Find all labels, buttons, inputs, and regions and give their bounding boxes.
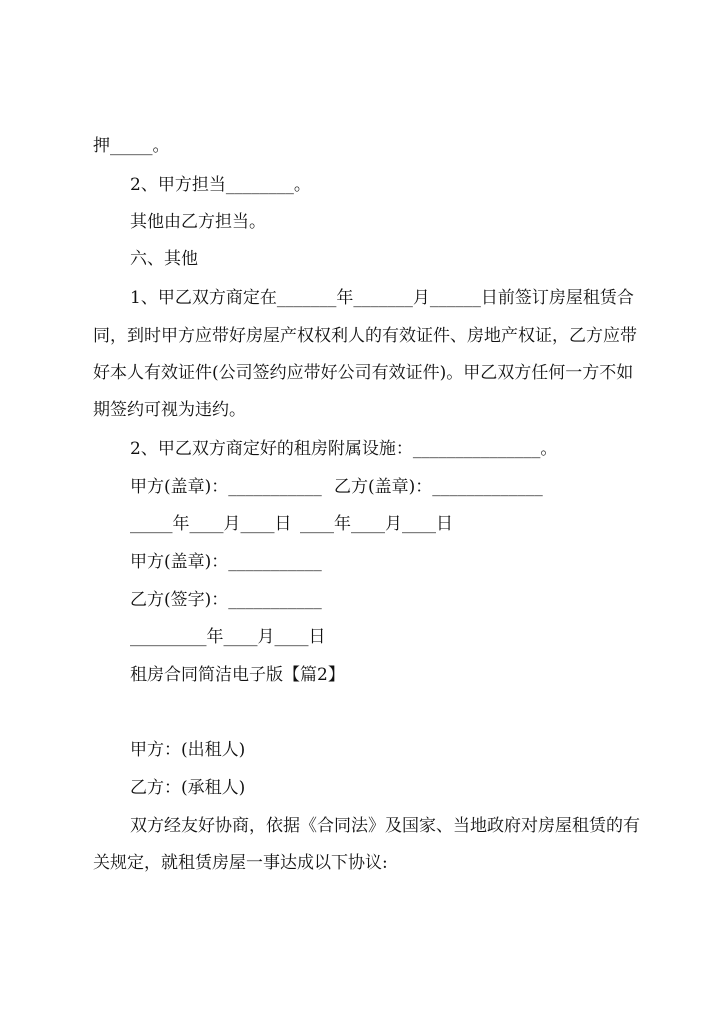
text-line: 双方经友好协商，依据《合同法》及国家、当地政府对房屋租赁的有 bbox=[130, 816, 640, 836]
clause-1-line-2 bbox=[0, 321, 720, 351]
article-title-text: 租房合同简洁电子版【篇2】 bbox=[130, 665, 345, 685]
party-b-line bbox=[0, 773, 720, 803]
section-heading: 六、其他 bbox=[130, 249, 198, 269]
text-line: 关规定，就租赁房屋一事达成以下协议: bbox=[93, 853, 388, 873]
clause-1-line-1 bbox=[0, 283, 720, 313]
party-a-seal: 甲方(盖章)：___________ bbox=[130, 477, 322, 497]
text-line: 期签约可视为违约。 bbox=[93, 400, 246, 420]
text-line: 2、甲方担当________。 bbox=[130, 175, 311, 195]
party-b-seal: 乙方(盖章)：_____________ bbox=[334, 477, 543, 497]
text-line: 好本人有效证件(公司签约应带好公司有效证件)。甲乙双方任何一方不如 bbox=[93, 363, 634, 383]
clause-2-line bbox=[0, 434, 720, 464]
party-a-line bbox=[0, 735, 720, 765]
sign-date-line bbox=[0, 622, 720, 652]
party-b-signature: 乙方(签字)：___________ bbox=[130, 590, 322, 610]
party-b-sign-line bbox=[0, 585, 720, 615]
date-field: ____年____月____日 bbox=[300, 514, 453, 534]
text-line: 2、甲乙双方商定好的租房附属设施：_______________。 bbox=[130, 439, 558, 459]
date-line bbox=[0, 509, 720, 539]
party-a-seal-line bbox=[0, 547, 720, 577]
clause-1-line-3 bbox=[0, 358, 720, 388]
article-title bbox=[0, 660, 720, 690]
date-field: _____年____月____日 bbox=[130, 514, 292, 534]
party-a-responsibility-line bbox=[0, 170, 720, 200]
date-field: _________年____月____日 bbox=[130, 627, 326, 647]
other-responsibility-line bbox=[0, 207, 720, 237]
seal-line bbox=[0, 472, 720, 502]
agreement-line-2 bbox=[0, 848, 720, 878]
text-line: 同，到时甲方应带好房屋产权权利人的有效证件、房地产权证，乙方应带 bbox=[93, 326, 637, 346]
section-heading-other bbox=[0, 244, 720, 274]
text-line: 押_____。 bbox=[93, 136, 170, 156]
clause-1-line-4 bbox=[0, 395, 720, 425]
deposit-line bbox=[0, 131, 720, 161]
text-line: 其他由乙方担当。 bbox=[130, 212, 266, 232]
text-line: 乙方：(承租人) bbox=[130, 778, 246, 798]
text-line: 1、甲乙双方商定在_______年_______月______日前签订房屋租赁合 bbox=[130, 288, 634, 308]
party-a-seal: 甲方(盖章)：___________ bbox=[130, 552, 322, 572]
agreement-line-1 bbox=[0, 811, 720, 841]
text-line: 甲方：(出租人) bbox=[130, 740, 246, 760]
